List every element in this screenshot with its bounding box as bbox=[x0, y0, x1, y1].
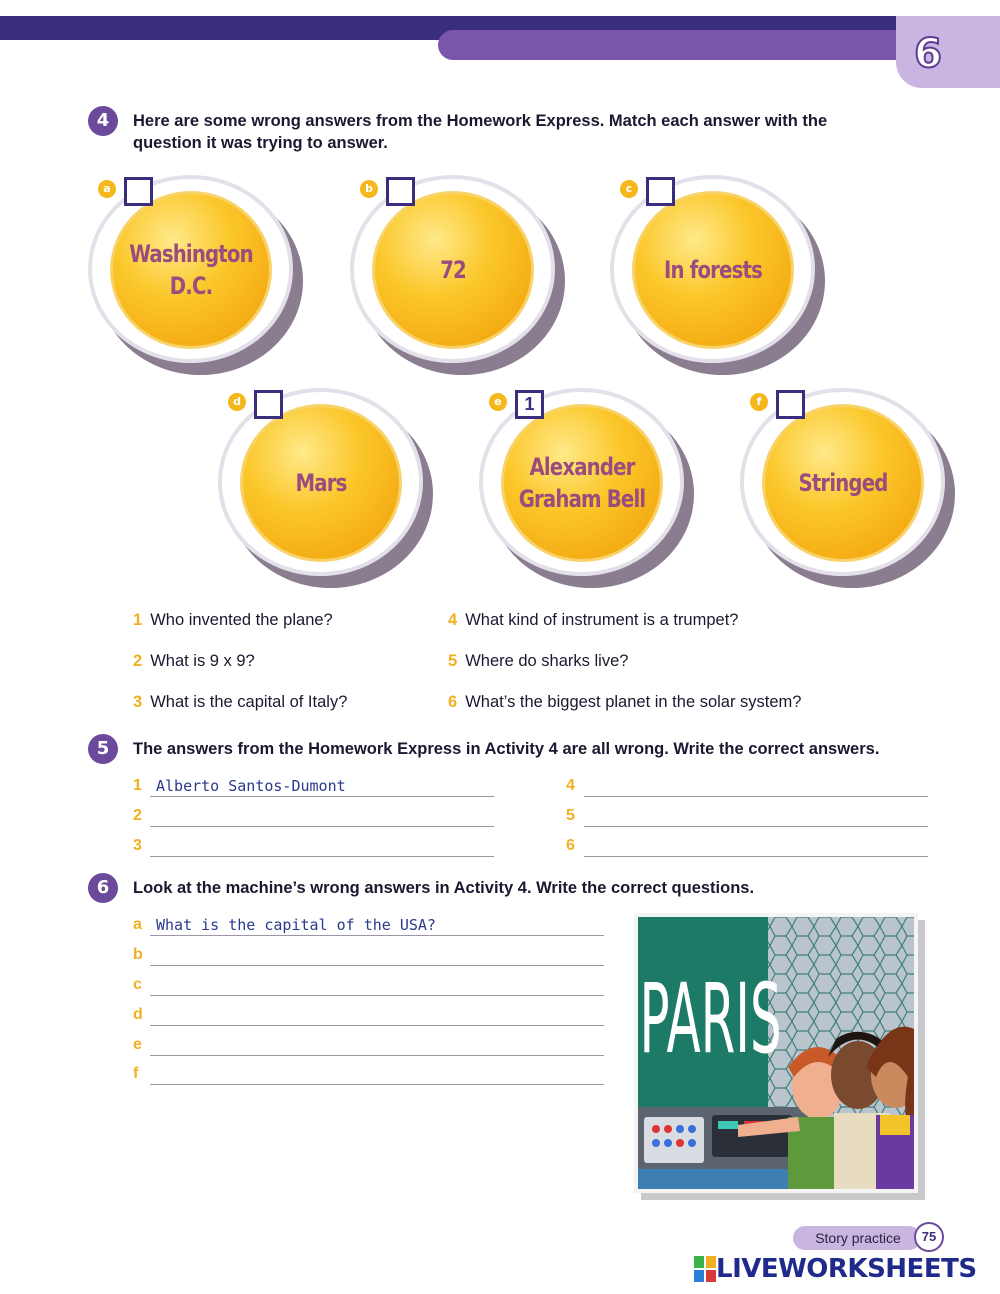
activity-6-instruction: Look at the machine’s wrong answers in Activity 4. Write the correct questions. bbox=[133, 879, 755, 897]
answer-5-1-field[interactable]: Alberto Santos-Dumont bbox=[150, 777, 494, 797]
answer-5-3-field[interactable] bbox=[150, 837, 494, 857]
answer-6-e-label: e bbox=[133, 1036, 142, 1053]
coin-c-text: In forests bbox=[664, 256, 762, 284]
coin-d-text: Mars bbox=[295, 469, 347, 497]
coin-b-answer-box[interactable] bbox=[386, 177, 415, 206]
answer-6-f-label: f bbox=[133, 1065, 139, 1082]
liveworksheets-brand[interactable]: LIVEWORKSHEETS bbox=[716, 1254, 977, 1284]
coin-e-answer-box[interactable]: 1 bbox=[515, 390, 544, 419]
coin-a bbox=[88, 175, 306, 375]
answer-6-b-label: b bbox=[133, 946, 143, 963]
activity-5-badge: 5 bbox=[88, 734, 118, 764]
answer-5-5-label: 5 bbox=[566, 807, 575, 824]
coin-a-answer-box[interactable] bbox=[124, 177, 153, 206]
coin-e-letter: e bbox=[489, 393, 507, 411]
coin-c-answer-box[interactable] bbox=[646, 177, 675, 206]
activity-4-badge: 4 bbox=[88, 106, 118, 136]
question-4: 4 What kind of instrument is a trumpet? bbox=[448, 611, 739, 629]
answer-5-2-field[interactable] bbox=[150, 807, 494, 827]
answer-5-2-label: 2 bbox=[133, 807, 142, 824]
story-picture bbox=[634, 913, 918, 1193]
answer-5-3-label: 3 bbox=[133, 837, 142, 854]
header-band-light bbox=[438, 30, 908, 60]
coin-c-letter: c bbox=[620, 180, 638, 198]
question-5: 5 Where do sharks live? bbox=[448, 652, 629, 670]
question-6: 6 What’s the biggest planet in the solar system? bbox=[448, 693, 802, 711]
answer-6-c-field[interactable] bbox=[150, 976, 604, 996]
answer-6-a-label: a bbox=[133, 916, 142, 933]
coin-d-answer-box[interactable] bbox=[254, 390, 283, 419]
answer-5-6-field[interactable] bbox=[584, 837, 928, 857]
coin-a-letter: a bbox=[98, 180, 116, 198]
answer-6-d-label: d bbox=[133, 1006, 143, 1023]
activity-4-instruction: Here are some wrong answers from the Homework Express. Match each answer with the question it was trying to answer. bbox=[133, 112, 828, 152]
coin-f-text: Stringed bbox=[798, 469, 888, 497]
answer-5-1-label: 1 bbox=[133, 777, 142, 794]
coin-f-answer-box[interactable] bbox=[776, 390, 805, 419]
answer-6-c-label: c bbox=[133, 976, 142, 993]
coin-b-text: 72 bbox=[440, 256, 466, 284]
story-practice-label: Story practice bbox=[815, 1230, 901, 1246]
activity-6-badge: 6 bbox=[88, 873, 118, 903]
answer-6-b-field[interactable] bbox=[150, 946, 604, 966]
answer-6-f-field[interactable] bbox=[150, 1065, 604, 1085]
coin-e bbox=[479, 388, 697, 588]
paris-sign-text: PARIS bbox=[639, 964, 782, 1076]
answer-5-4-field[interactable] bbox=[584, 777, 928, 797]
liveworksheets-logo-icon bbox=[694, 1256, 716, 1282]
question-2: 2 What is 9 x 9? bbox=[133, 652, 255, 670]
story-illustration bbox=[638, 917, 914, 1189]
coin-d-letter: d bbox=[228, 393, 246, 411]
coin-f bbox=[740, 388, 958, 588]
answer-5-6-label: 6 bbox=[566, 837, 575, 854]
coin-b bbox=[350, 175, 568, 375]
unit-number: 6 bbox=[914, 31, 942, 77]
coin-a-text: Washington D.C. bbox=[129, 240, 253, 300]
coin-f-letter: f bbox=[750, 393, 768, 411]
answer-6-a-field[interactable]: What is the capital of the USA? bbox=[150, 916, 604, 936]
coin-c bbox=[610, 175, 828, 375]
question-1: 1 Who invented the plane? bbox=[133, 611, 333, 629]
answer-5-4-label: 4 bbox=[566, 777, 575, 794]
coin-e-text: Alexander Graham Bell bbox=[518, 453, 646, 513]
activity-5-instruction: The answers from the Homework Express in Activity 4 are all wrong. Write the correct answers. bbox=[133, 740, 880, 758]
coin-d bbox=[218, 388, 436, 588]
answer-6-e-field[interactable] bbox=[150, 1036, 604, 1056]
page-number: 75 bbox=[914, 1222, 944, 1252]
answer-6-d-field[interactable] bbox=[150, 1006, 604, 1026]
question-3: 3 What is the capital of Italy? bbox=[133, 693, 348, 711]
answer-5-5-field[interactable] bbox=[584, 807, 928, 827]
coin-b-letter: b bbox=[360, 180, 378, 198]
